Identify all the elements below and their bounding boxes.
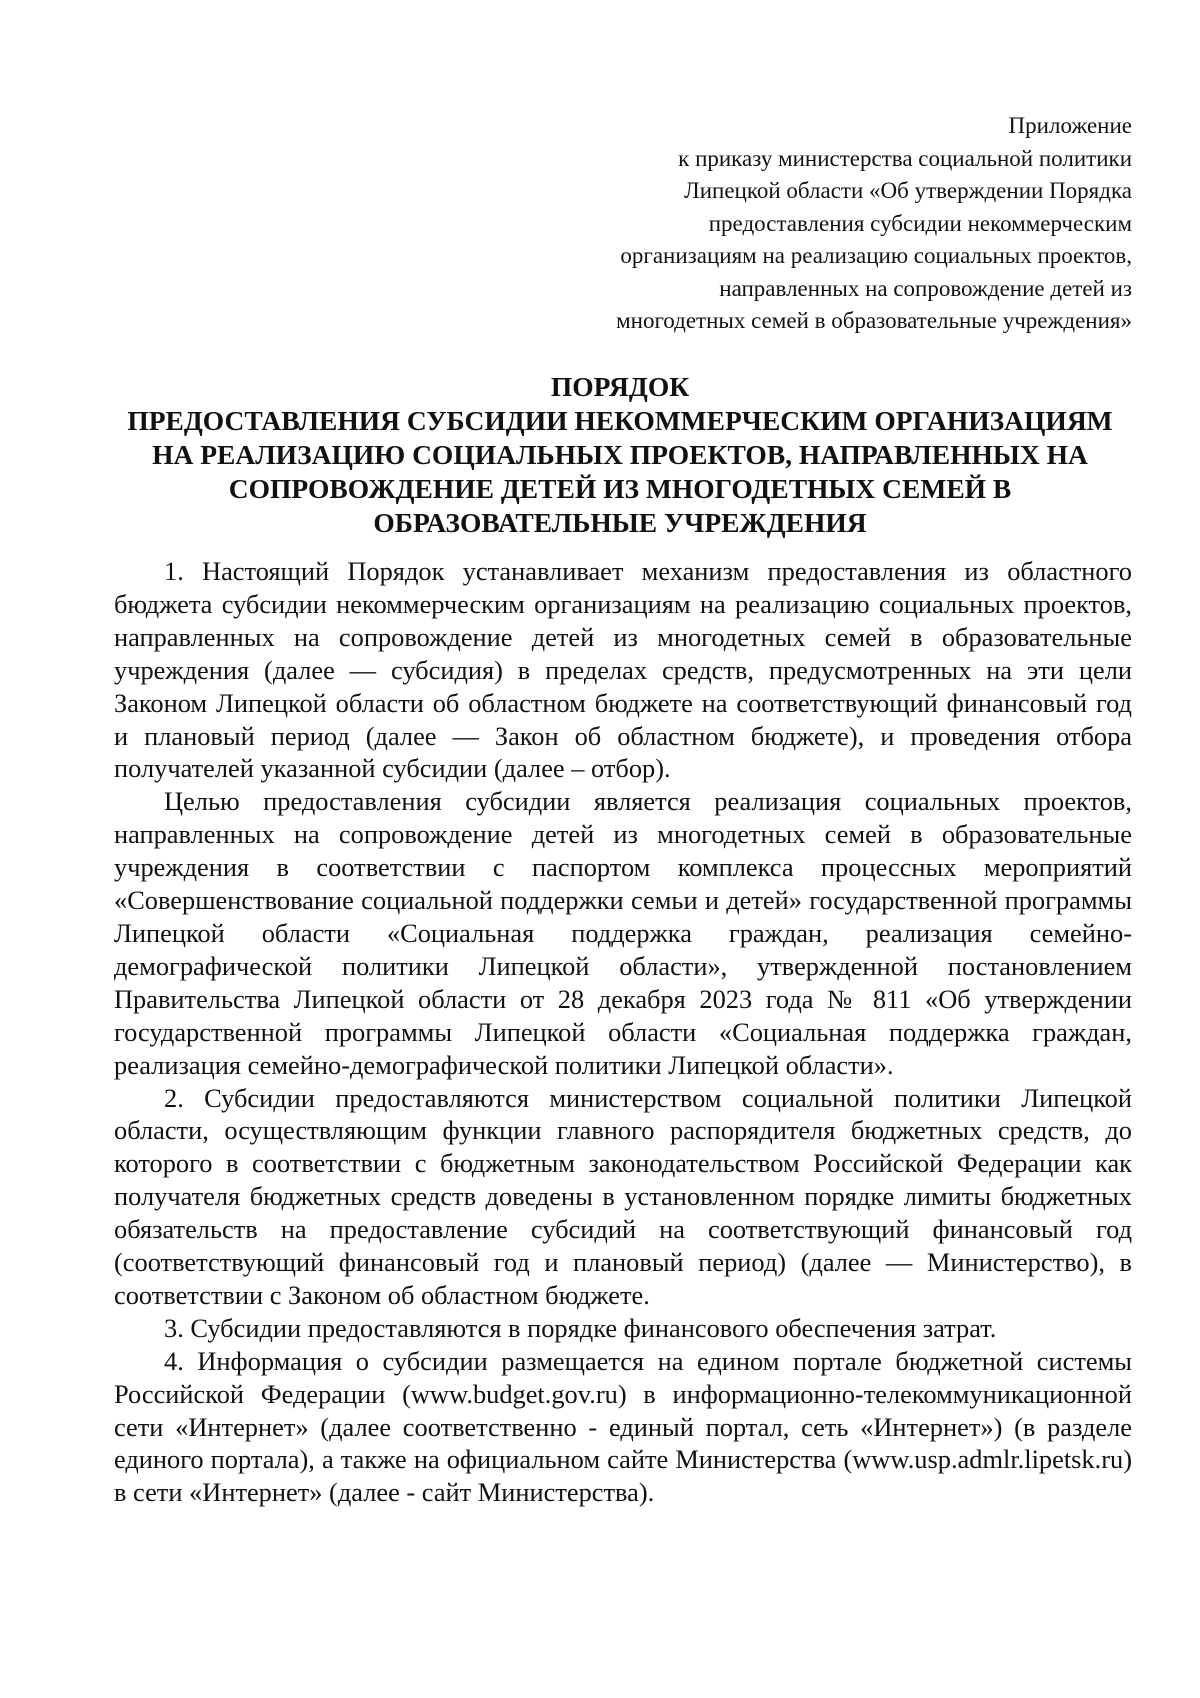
appendix-header	[492, 110, 1132, 338]
appendix-line: Приложение	[1008, 113, 1132, 138]
paragraph-4: 4. Информация о субсидии размещается на едином портале бюджетной системы Российской Федерации (www.budget.gov.ru) в информационно-телекоммуникационной сети «Интернет» (далее соответственно - единый портал, сеть «Интернет») (в разделе единого портала), а также на официальном сайте Министерства (www.usp.admlr.lipetsk.ru) в сети «Интернет» (далее - сайт Министерства).	[114, 1345, 1132, 1508]
appendix-line: многодетных семей в образовательные учреждения»	[616, 308, 1132, 333]
appendix-line: направленных на сопровождение детей из	[719, 275, 1132, 301]
paragraph-3: 3. Субсидии предоставляются в порядке финансового обеспечения затрат.	[164, 1312, 997, 1343]
title-line: ПОРЯДОК	[550, 371, 690, 402]
appendix-line: организациям на реализацию социальных проектов,	[620, 243, 1132, 268]
paragraph-purpose: Целью предоставления субсидии является реализация социальных проектов, направленных на сопровождение детей из многодетных семей в образовательные учреждения в соответствии с паспортом комплекса процессных мероприятий «Совершенствование социальной поддержки семьи и детей» государственной программы Липецкой области «Социальная поддержка граждан, реализация семейно-демографической политики Липецкой области», утвержденной постановлением Правительства Липецкой области от 28 декабря 2023 года № 811 «Об утверждении государственной программы Липецкой области «Социальная поддержка граждан, реализация семейно-демографической политики Липецкой области».	[114, 786, 1132, 1080]
title-line: ПРЕДОСТАВЛЕНИЯ СУБСИДИИ НЕКОММЕРЧЕСКИМ ОРГАНИЗАЦИЯМ	[127, 405, 1113, 436]
title-line: СОПРОВОЖДЕНИЕ ДЕТЕЙ ИЗ МНОГОДЕТНЫХ СЕМЕЙ В	[228, 473, 1012, 504]
title-line: ОБРАЗОВАТЕЛЬНЫЕ УЧРЕЖДЕНИЯ	[373, 507, 867, 538]
paragraph-1: 1. Настоящий Порядок устанавливает механизм предоставления из областного бюджета субсидии некоммерческим организациям на реализацию социальных проектов, направленных на сопровождение детей из многодетных семей в образовательные учреждения (далее — субсидия) в пределах средств, предусмотренных на эти цели Законом Липецкой области об областном бюджете на соответствующий финансовый год и плановый период (далее — Закон об областном бюджете), и проведения отбора получателей указанной субсидии (далее – отбор).	[114, 556, 1132, 784]
appendix-line: предоставления субсидии некоммерческим	[708, 210, 1132, 236]
appendix-line: к приказу министерства социальной политики	[678, 145, 1132, 171]
title-line: НА РЕАЛИЗАЦИЮ СОЦИАЛЬНЫХ ПРОЕКТОВ, НАПРАВЛЕННЫХ НА	[152, 439, 1088, 470]
appendix-line: Липецкой области «Об утверждении Порядка	[684, 178, 1132, 203]
paragraph-2: 2. Субсидии предоставляются министерством социальной политики Липецкой области, осуществляющим функции главного распорядителя бюджетных средств, до которого в соответствии с бюджетным законодательством Российской Федерации как получателя бюджетных средств доведены в установленном порядке лимиты бюджетных обязательств на предоставление субсидий на соответствующий финансовый год (соответствующий финансовый год и плановый период) (далее — Министерство), в соответствии с Законом об областном бюджете.	[114, 1082, 1132, 1310]
document-title	[110, 370, 1130, 540]
document-body	[114, 555, 1132, 1509]
